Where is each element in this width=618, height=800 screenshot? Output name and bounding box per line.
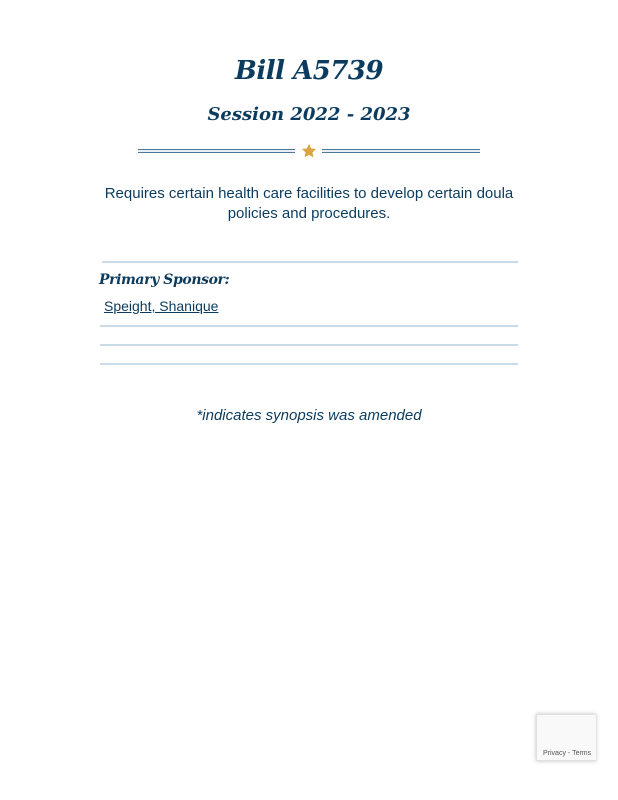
session-heading: Session 2022 - 2023 bbox=[207, 104, 411, 125]
recaptcha-links bbox=[543, 750, 591, 757]
amended-footnote: *indicates synopsis was amended bbox=[196, 407, 422, 424]
recaptcha-badge bbox=[536, 714, 596, 761]
recaptcha-separator: - bbox=[565, 750, 573, 757]
ornamental-divider bbox=[138, 142, 480, 160]
section-rule bbox=[100, 344, 518, 346]
recaptcha-privacy-link[interactable]: Privacy bbox=[543, 750, 566, 757]
primary-sponsor-link[interactable]: Speight, Shanique bbox=[104, 298, 219, 314]
star-icon bbox=[300, 142, 318, 160]
section-rule bbox=[100, 325, 518, 327]
primary-sponsor-label: Primary Sponsor: bbox=[99, 272, 230, 288]
bill-title: Bill A5739 bbox=[234, 56, 384, 86]
divider-line-right bbox=[322, 149, 480, 153]
recaptcha-terms-link[interactable]: Terms bbox=[572, 750, 592, 757]
section-rule bbox=[100, 363, 518, 365]
section-rule bbox=[102, 261, 518, 263]
bill-synopsis: Requires certain health care facilities to develop certain doula policies and procedures. bbox=[104, 185, 514, 222]
divider-line-left bbox=[138, 149, 295, 153]
